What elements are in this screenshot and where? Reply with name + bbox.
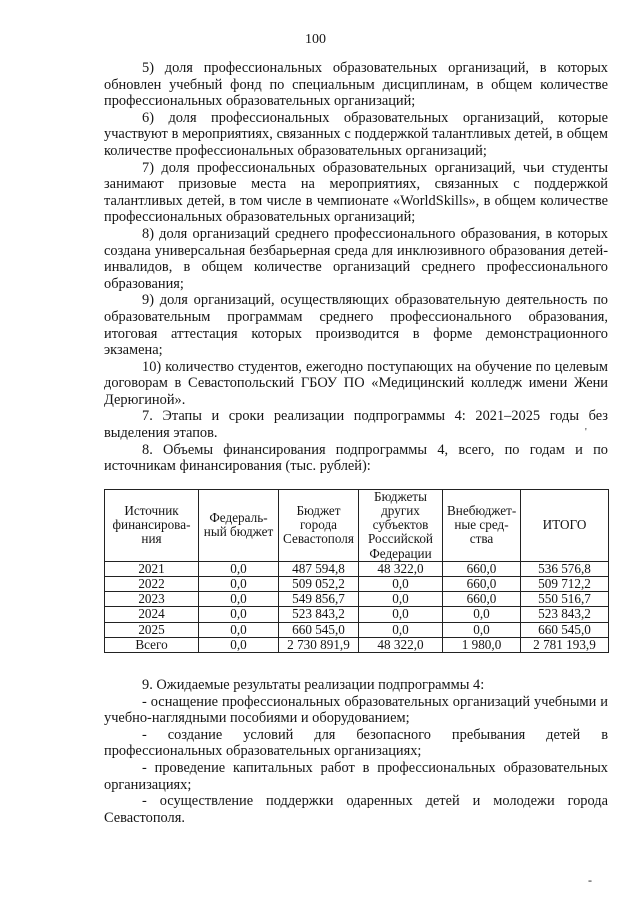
page-number: 100 [305,32,326,47]
table-cell: 0,0 [359,577,443,592]
table-cell: 509 052,2 [279,577,359,592]
table-row [105,592,609,607]
financing-table-wrapper [104,489,608,653]
paragraph: 8) доля организаций среднего профессионального образования, в которых создана универсальная безбарьерная среда для инклюзивного образования детей-инвалидов, в общем количестве организаций среднего профессионального образования; [104,225,608,292]
document-body [104,60,608,826]
table-cell: 523 843,2 [521,607,609,622]
paragraph: 9. Ожидаемые результаты реализации подпрограммы 4: [142,677,485,694]
table-cell: 1 980,0 [443,637,521,652]
paragraphs-top [104,60,608,475]
table-cell: 0,0 [199,637,279,652]
table-cell: 2024 [105,607,199,622]
table-cell: 0,0 [199,592,279,607]
table-cell: 2021 [105,561,199,576]
list-item: - оснащение профессиональных образовательных организаций учебными и учебно-наглядными пособиями и оборудованием; [104,693,608,727]
paragraph: 9) доля организаций, осуществляющих образовательную деятельность по образовательным программам среднего профессионального образования, итоговая аттестация которых производится в форме демонстрационного экзамена; [104,292,608,359]
table-cell: 549 856,7 [279,592,359,607]
table-cell: 0,0 [199,561,279,576]
list-item: - проведение капитальных работ в профессиональных образовательных организациях; [104,760,608,793]
table-cell: 0,0 [199,622,279,637]
column-header: Федераль-ный бюджет [199,489,279,561]
column-header: Бюджеты других субъектов Российской Федерации [359,489,443,561]
table-cell: 660,0 [443,592,521,607]
column-header: Бюджет города Севастополя [279,489,359,561]
table-cell: Всего [105,637,199,652]
table-cell: 523 843,2 [279,607,359,622]
table-cell: 0,0 [199,577,279,592]
table-cell: 0,0 [359,607,443,622]
table-row [105,622,609,637]
table-cell: 2 730 891,9 [279,637,359,652]
table-cell: 487 594,8 [279,561,359,576]
table-cell: 0,0 [443,607,521,622]
footer-mark: - [588,873,592,887]
table-cell: 0,0 [199,607,279,622]
table-row [105,577,609,592]
column-header: Внебюджет-ные сред-ства [443,489,521,561]
table-cell: 660,0 [443,577,521,592]
column-header: ИТОГО [521,489,609,561]
table-cell: 660 545,0 [521,622,609,637]
list-item: - создание условий для безопасного пребывания детей в профессиональных образовательных организациях; [104,726,608,760]
financing-table [104,489,609,653]
table-cell: 550 516,7 [521,592,609,607]
paragraph: 10) количество студентов, ежегодно поступающих на обучение по целевым договорам в Севастопольский ГБОУ ПО «Медицинский колледж имени Жени Дерюгиной». [104,358,608,408]
table-row [105,607,609,622]
paragraphs-bottom [104,677,608,826]
table-header-row [105,489,609,561]
list-item: - осуществление поддержки одаренных детей и молодежи города Севастополя. [104,793,608,826]
table-cell: 2022 [105,577,199,592]
table-cell: 2 781 193,9 [521,637,609,652]
table-cell: 660 545,0 [279,622,359,637]
paragraph: 7) доля профессиональных образовательных организаций, чьи студенты занимают призовые места на мероприятиях, связанных с поддержкой талантливых детей, в том числе в чемпионате «WorldSkills», в общем количестве профессиональных образовательных организаций; [104,159,608,226]
column-header: Источник финансирова-ния [105,489,199,561]
stray-mark: ' [585,427,587,438]
paragraph: 6) доля профессиональных образовательных организаций, которые участвуют в мероприятиях, связанных с поддержкой талантливых детей, в общем количестве профессиональных образовательных организаций; [104,109,608,159]
table-cell: 2023 [105,592,199,607]
table-total-row [105,637,609,652]
table-cell: 0,0 [359,622,443,637]
table-cell: 0,0 [359,592,443,607]
table-cell: 0,0 [443,622,521,637]
paragraph: 5) доля профессиональных образовательных организаций, в которых обновлен учебный фонд по специальным дисциплинам, в общем количестве профессиональных образовательных организаций; [104,60,608,110]
table-cell: 660,0 [443,561,521,576]
table-cell: 48 322,0 [359,561,443,576]
paragraph: 7. Этапы и сроки реализации подпрограммы 4: 2021–2025 годы без выделения этапов. [104,408,608,442]
table-cell: 48 322,0 [359,637,443,652]
table-row [105,561,609,576]
paragraph: 8. Объемы финансирования подпрограммы 4, всего, по годам и по источникам финансирования (тыс. рублей): [104,441,608,475]
table-cell: 509 712,2 [521,577,609,592]
table-cell: 536 576,8 [521,561,609,576]
table-cell: 2025 [105,622,199,637]
